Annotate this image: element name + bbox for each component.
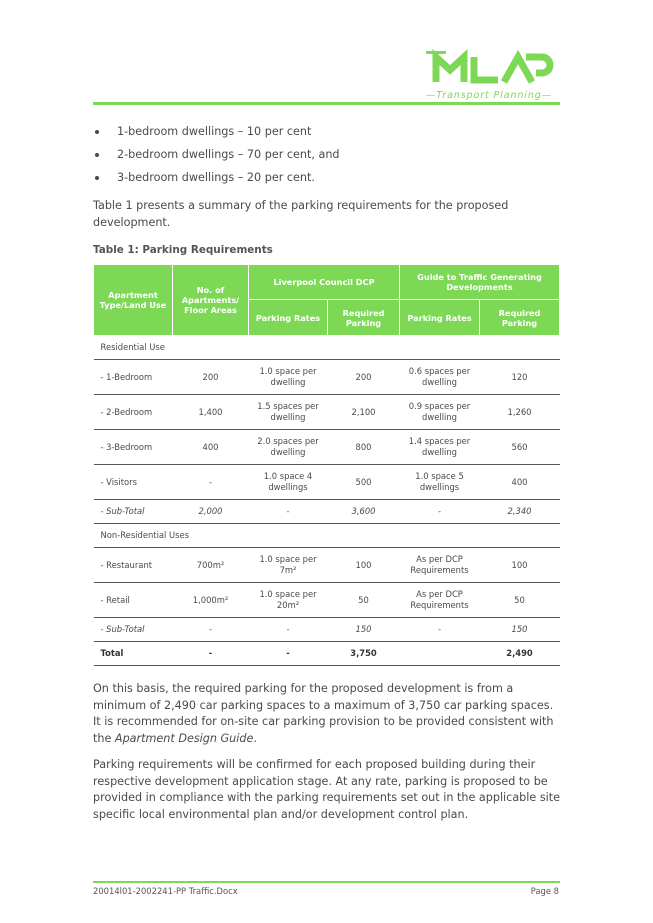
cell-rate-dcp: -: [249, 618, 328, 642]
cell-required-guide: 2,490: [480, 642, 560, 666]
dwelling-mix-list: [93, 124, 563, 193]
cell-rate-dcp: -: [249, 642, 328, 666]
cell-number: 1,000m²: [173, 583, 249, 618]
header-number: No. of Apartments/ Floor Areas: [173, 265, 249, 336]
cell-rate-guide: 0.9 spaces per dwelling: [400, 395, 480, 430]
table-row: [94, 336, 560, 360]
cell-number: -: [173, 642, 249, 666]
cell-required-guide: 100: [480, 548, 560, 583]
cell-required-dcp: 50: [328, 583, 400, 618]
header-traffic-guide: Guide to Traffic Generating Developments: [400, 265, 560, 300]
cell-rate-dcp: 1.5 spaces per dwelling: [249, 395, 328, 430]
cell-required-guide: 120: [480, 360, 560, 395]
cell-rate-guide: -: [400, 500, 480, 524]
cell-required-guide: 2,340: [480, 500, 560, 524]
table-row: [94, 430, 560, 465]
cell-rate-dcp: -: [249, 500, 328, 524]
cell-required-guide: 50: [480, 583, 560, 618]
table-row: [94, 465, 560, 500]
table-row-total: [94, 642, 560, 666]
document-reference: 20014l01-2002241-PP Traffic.Docx: [93, 886, 238, 896]
table-row-subtotal: [94, 618, 560, 642]
cell-rate-guide: 1.4 spaces per dwelling: [400, 430, 480, 465]
header-required-guide: Required Parking: [480, 300, 560, 336]
table-row: [94, 524, 560, 548]
table-row: [94, 360, 560, 395]
table-row: [94, 583, 560, 618]
list-item: 2-bedroom dwellings – 70 per cent, and: [93, 147, 563, 170]
cell-rate-guide: [400, 642, 480, 666]
page-number: Page 8: [530, 886, 559, 896]
list-item: 3-bedroom dwellings – 20 per cent.: [93, 170, 563, 193]
header-required-dcp: Required Parking: [328, 300, 400, 336]
cell-required-dcp: 200: [328, 360, 400, 395]
cell-number: -: [173, 618, 249, 642]
cell-required-guide: 1,260: [480, 395, 560, 430]
cell-number: -: [173, 465, 249, 500]
cell-required-dcp: 500: [328, 465, 400, 500]
cell-required-guide: 150: [480, 618, 560, 642]
cell-required-dcp: 100: [328, 548, 400, 583]
cell-required-dcp: 2,100: [328, 395, 400, 430]
cell-required-dcp: 150: [328, 618, 400, 642]
footer-rule: [93, 881, 560, 883]
conclusion-end: .: [253, 731, 257, 745]
cell-type: - 2-Bedroom: [94, 395, 173, 430]
cell-required-dcp: 3,600: [328, 500, 400, 524]
table-row: [94, 548, 560, 583]
cell-type: - Visitors: [94, 465, 173, 500]
list-item: 1-bedroom dwellings – 10 per cent: [93, 124, 563, 147]
logo-mark-icon: [418, 48, 560, 102]
cell-type: - 1-Bedroom: [94, 360, 173, 395]
cell-type: - Retail: [94, 583, 173, 618]
cell-required-guide: 400: [480, 465, 560, 500]
conclusion-text: On this basis, the required parking for the proposed development is from a minimum of 2,490 car parking spaces to a maximum of 3,750 car parking spaces. It is recommended for on-site car parking provision to be provided consistent with the: [93, 682, 554, 745]
header-rule: [93, 102, 560, 105]
cell-number: 700m²: [173, 548, 249, 583]
cell-type: Total: [94, 642, 173, 666]
guide-title: Apartment Design Guide: [114, 731, 254, 745]
parking-requirements-table: [93, 264, 560, 666]
cell-rate-dcp: 2.0 spaces per dwelling: [249, 430, 328, 465]
header-council-dcp: Liverpool Council DCP: [249, 265, 400, 300]
cell-rate-guide: 0.6 spaces per dwelling: [400, 360, 480, 395]
table-caption: Table 1: Parking Requirements: [93, 244, 273, 256]
header-rates-guide: Parking Rates: [400, 300, 480, 336]
intro-paragraph: Table 1 presents a summary of the parking requirements for the proposed development.: [93, 199, 509, 229]
cell-number: 400: [173, 430, 249, 465]
cell-rate-dcp: 1.0 space per dwelling: [249, 360, 328, 395]
section-label: Residential Use: [94, 336, 560, 360]
table-row: [94, 395, 560, 430]
section-label: Non-Residential Uses: [94, 524, 560, 548]
cell-number: 2,000: [173, 500, 249, 524]
cell-rate-dcp: 1.0 space 4 dwellings: [249, 465, 328, 500]
cell-required-guide: 560: [480, 430, 560, 465]
cell-number: 200: [173, 360, 249, 395]
cell-type: - Sub-Total: [94, 500, 173, 524]
cell-number: 1,400: [173, 395, 249, 430]
table-row-subtotal: [94, 500, 560, 524]
cell-rate-guide: As per DCP Requirements: [400, 583, 480, 618]
cell-rate-guide: As per DCP Requirements: [400, 548, 480, 583]
cell-rate-dcp: 1.0 space per 20m²: [249, 583, 328, 618]
cell-required-dcp: 3,750: [328, 642, 400, 666]
cell-rate-dcp: 1.0 space per 7m²: [249, 548, 328, 583]
svg-text:—Transport Planning—: —Transport Planning—: [425, 90, 553, 101]
cell-rate-guide: -: [400, 618, 480, 642]
cell-type: - 3-Bedroom: [94, 430, 173, 465]
cell-rate-guide: 1.0 space 5 dwellings: [400, 465, 480, 500]
company-logo: [418, 48, 560, 102]
cell-type: - Sub-Total: [94, 618, 173, 642]
cell-type: - Restaurant: [94, 548, 173, 583]
cell-required-dcp: 800: [328, 430, 400, 465]
header-type: Apartment Type/Land Use: [94, 265, 173, 336]
header-rates-dcp: Parking Rates: [249, 300, 328, 336]
conclusion-paragraph: [93, 681, 563, 747]
confirmation-paragraph: Parking requirements will be confirmed for each proposed building during their respective development application stage. At any rate, parking is proposed to be provided in compliance with the parking requirements set out in the applicable site specific local environmental plan and/or development control plan.: [93, 758, 561, 821]
